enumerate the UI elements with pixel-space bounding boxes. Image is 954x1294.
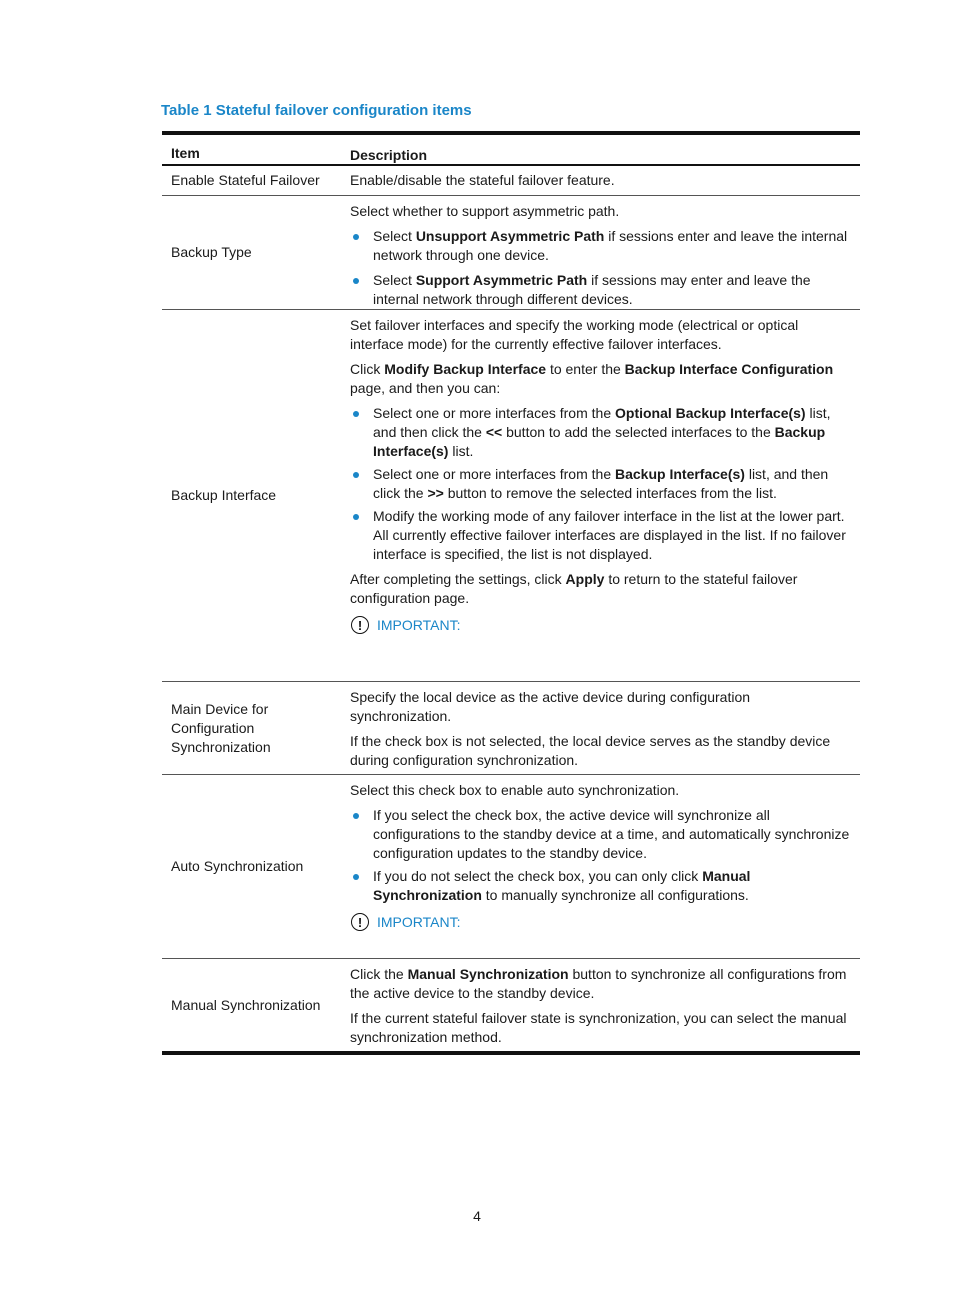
important-note [350, 616, 854, 634]
important-note [350, 913, 854, 931]
description-cell [342, 775, 860, 958]
item-cell: Auto Synchronization [171, 858, 304, 874]
description-text: Select this check box to enable auto synchronization. [350, 782, 680, 798]
page-number: 4 [473, 1208, 481, 1224]
table-row [162, 310, 860, 682]
table-row [162, 196, 860, 310]
bullet-item: Select Unsupport Asymmetric Path if sessions enter and leave the internal network through one device. [350, 227, 854, 265]
bullet-item: If you do not select the check box, you can only click Manual Synchronization to manually synchronize all configurations. [350, 867, 854, 905]
table-row [162, 682, 860, 775]
description-text: Click the Manual Synchronization button to synchronize all configurations from the active device to the standby device. [350, 966, 847, 1001]
important-label: IMPORTANT: [377, 617, 461, 633]
table-row [162, 959, 860, 1055]
description-text: Click Modify Backup Interface to enter the Backup Interface Configuration page, and then you can: [350, 361, 834, 396]
description-text: Set failover interfaces and specify the working mode (electrical or optical interface mode) for the currently effective failover interfaces. [350, 317, 799, 352]
bullet-item: Select one or more interfaces from the Optional Backup Interface(s) list, and then click the << button to add the selected interfaces to the Backup Interface(s) list. [350, 404, 854, 461]
description-text: Select whether to support asymmetric path. [350, 203, 620, 219]
table-row [162, 166, 860, 196]
bullet-item: Select one or more interfaces from the Backup Interface(s) list, and then click the >> button to remove the selected interfaces from the list. [350, 465, 854, 503]
item-cell: Main Device for Configuration Synchronization [171, 700, 271, 755]
description-cell [342, 682, 860, 774]
description-cell [342, 310, 860, 681]
config-items-table [162, 131, 860, 1055]
bullet-item: If you select the check box, the active device will synchronize all configurations to the standby device at a time, and automatically synchronize configuration updates to the standby device. [350, 806, 854, 863]
description-text: Enable/disable the stateful failover feature. [350, 172, 615, 188]
description-cell [342, 166, 860, 195]
exclamation-circle-icon: ! [351, 616, 369, 634]
column-header-description: Description [350, 147, 428, 163]
description-text: If the current stateful failover state is synchronization, you can select the manual synchronization method. [350, 1010, 847, 1045]
item-cell: Backup Type [171, 244, 252, 260]
description-text: Specify the local device as the active device during configuration synchronization. [350, 689, 751, 724]
bullet-item: Modify the working mode of any failover interface in the list at the lower part. All currently effective failover interfaces are displayed in the list. If no failover interface is specified, the list is not displayed. [350, 507, 854, 564]
description-cell [342, 196, 860, 309]
table-row [162, 775, 860, 959]
item-cell: Manual Synchronization [171, 996, 321, 1013]
column-header-item: Item [171, 145, 200, 161]
exclamation-circle-icon: ! [351, 913, 369, 931]
description-cell [342, 959, 860, 1051]
important-label: IMPORTANT: [377, 914, 461, 930]
description-text: If the check box is not selected, the local device serves as the standby device during configuration synchronization. [350, 733, 831, 768]
item-cell: Enable Stateful Failover [171, 172, 320, 188]
description-text: After completing the settings, click Apply to return to the stateful failover configuration page. [350, 571, 798, 606]
item-cell: Backup Interface [171, 487, 277, 503]
table-caption: Table 1 Stateful failover configuration items [161, 102, 472, 119]
table-header-row [162, 131, 860, 166]
bullet-item: Select Support Asymmetric Path if sessions may enter and leave the internal network through different devices. [350, 271, 854, 309]
